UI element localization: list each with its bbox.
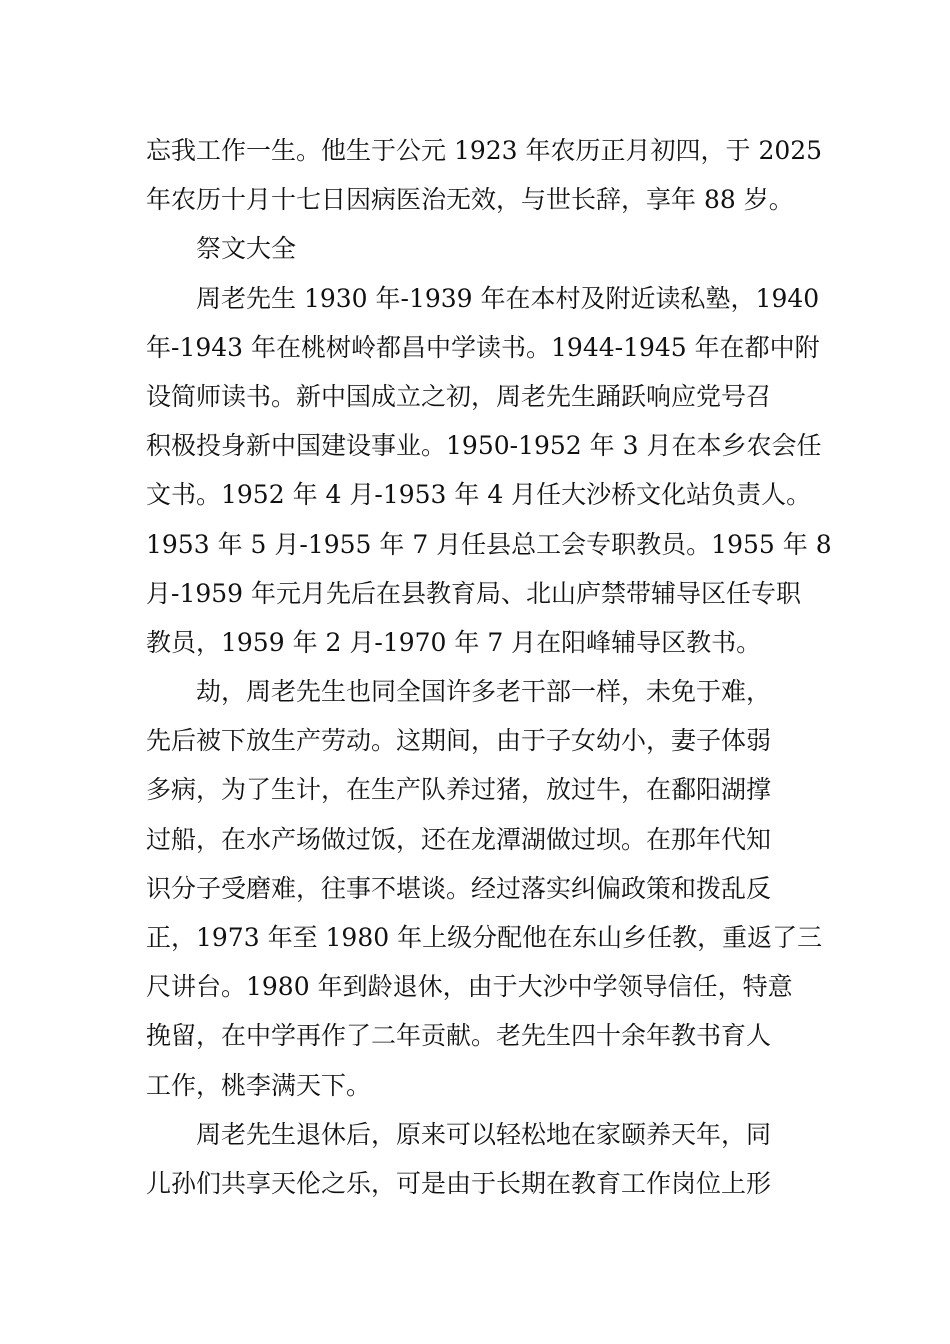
text-line: 工作，桃李满天下。 [146, 1070, 372, 1100]
text-line: 识分子受磨难，往事不堪谈。经过落实纠偏政策和拨乱反 [146, 873, 772, 903]
text-line: 周老先生退休后，原来可以轻松地在家颐养天年，同 [196, 1119, 772, 1149]
text-line: 1953 年 5 月-1955 年 7 月任县总工会专职教员。1955 年 8 [146, 529, 832, 559]
text-line: 忘我工作一生。他生于公元 1923 年农历正月初四，于 2025 [146, 136, 823, 165]
text-line: 月-1959 年元月先后在县教育局、北山庐禁带辅导区任专职 [146, 578, 802, 608]
text-line: 挽留，在中学再作了二年贡献。老先生四十余年教书育人 [146, 1021, 772, 1051]
text-line: 周老先生 1930 年-1939 年在本村及附近读私塾，1940 [196, 283, 820, 313]
text-line: 积极投身新中国建设事业。1950-1952 年 3 月在本乡农会任 [146, 431, 822, 461]
text-line: 先后被下放生产劳动。这期间，由于子女幼小，妻子体弱 [146, 726, 772, 756]
text-line: 过船，在水产场做过饭，还在龙潭湖做过坝。在那年代知 [146, 824, 772, 854]
text-line: 正，1973 年至 1980 年上级分配他在东山乡任教，重返了三 [146, 923, 823, 952]
text-line: 尺讲台。1980 年到龄退休，由于大沙中学领导信任，特意 [146, 972, 793, 1002]
body-text [146, 126, 846, 1208]
text-line: 多病，为了生计，在生产队养过猪，放过牛，在鄱阳湖撑 [146, 775, 772, 805]
text-line: 设简师读书。新中国成立之初，周老先生踊跃响应党号召 [146, 381, 772, 411]
text-line: 年农历十月十七日因病医治无效，与世长辞，享年 88 岁。 [146, 185, 794, 215]
text-line: 年-1943 年在桃树岭都昌中学读书。1944-1945 年在都中附 [146, 332, 820, 362]
text-line: 祭文大全 [196, 234, 297, 264]
text-line: 儿孙们共享天伦之乐，可是由于长期在教育工作岗位上形 [146, 1168, 772, 1198]
text-line: 文书。1952 年 4 月-1953 年 4 月任大沙桥文化站负责人。 [146, 480, 812, 510]
text-line: 劫，周老先生也同全国许多老干部一样，未免于难， [196, 677, 772, 707]
text-line: 教员，1959 年 2 月-1970 年 7 月在阳峰辅导区教书。 [146, 627, 762, 657]
